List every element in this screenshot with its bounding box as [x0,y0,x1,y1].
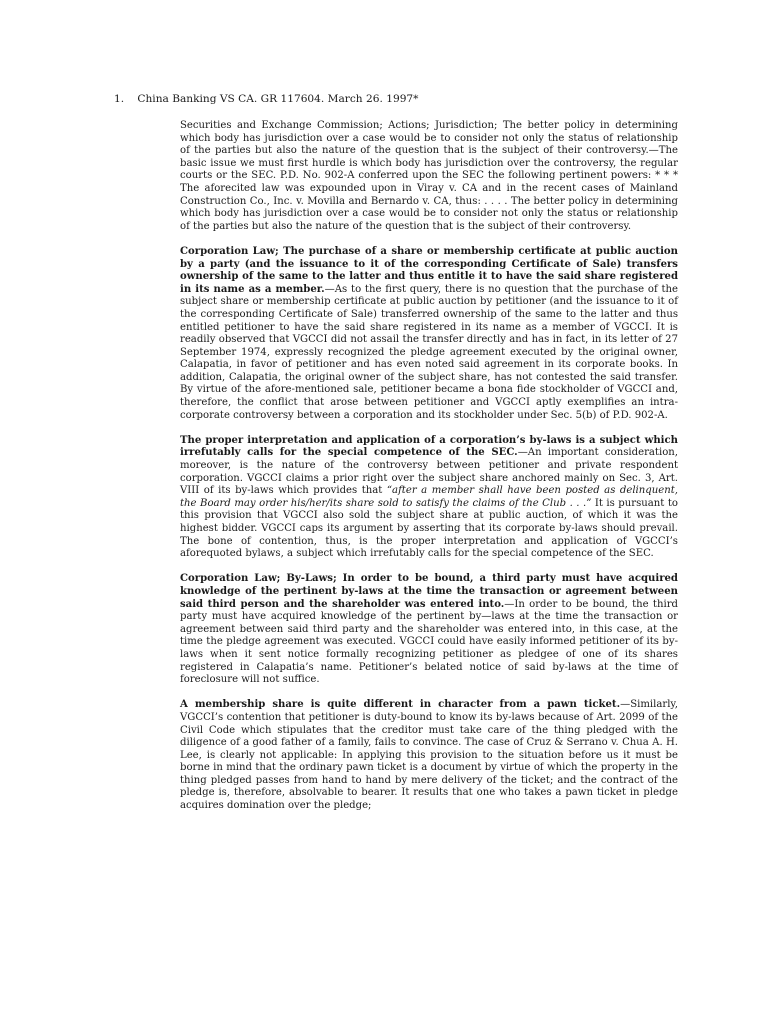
case-title: China Banking VS CA. GR 117604. March 26. 1997* [137,93,419,105]
paragraph-text: —An important consideration, moreover, is the nature of the controversy between petitioner and private respondent corporation. VGCCI claims a prior right over the subject share anchored mainly on Sec. 3, Art. VIII of its by-laws which provides that [180,447,678,497]
paragraph [180,573,678,686]
paragraph-text: —In order to be bound, the third party must have acquired knowledge of the pertinent by—laws at the time the transaction or agreement between said third party and the shareholder was entered into, in this case, at the time the pledge agreement was executed. VGCCI could have easily informed petitioner of its by-laws when it sent notice formally recognizing petitioner as pledgee of one of its shares registered in Calapatia’s name. Petitioner’s belated notice of said by-laws at the time of foreclosure will not suffice. [180,598,678,686]
case-heading [114,92,418,106]
paragraph-text: It is pursuant to this provision that VGCCI also sold the subject share at public auction, of which it was the highest bidder. VGCCI caps its argument by asserting that its corporate by-laws should prevail. The bone of contention, thus, is the proper interpretation and application of VGCCI’s aforequoted bylaws, a subject which irrefutably calls for the special competence of the SEC. [180,497,678,560]
paragraph-headnote: Corporation Law; By-Laws; In order to be bound, a third party must have acquired knowledge of the pertinent by-laws at the time the transaction or agreement between said third person and the shareholder was entered into. [180,573,678,610]
paragraph-text: —As to the first query, there is no question that the purchase of the subject share or membership certificate at public auction by petitioner (and the issuance to it of the corresponding Certificate of Sale) transferred ownership of the same to the latter and thus entitled petitioner to have the said share registered in its name as a member of VGCCI. It is readily observed that VGCCI did not assail the transfer directly and has in fact, in its letter of 27 September 1974, expressly recognized the pledge agreement executed by the original owner, Calapatia, in favor of petitioner and has even noted said agreement in its corporate books. In addition, Calapatia, the original owner of the subject share, has not contested the said transfer. By virtue of the afore-mentioned sale, petitioner became a bona fide stockholder of VGCCI and, therefore, the conflict that arose between petitioner and VGCCI aptly exemplifies an intra-corporate controversy between a corporation and its stockholder under Sec. 5(b) of P.D. 902-A. [180,283,678,421]
quoted-bylaw: “after a member shall have been posted as delinquent, the Board may order his/her/its share sold to satisfy the claims of the Club . . .” [180,485,678,509]
paragraph [180,699,678,812]
paragraph-headnote: The proper interpretation and application of a corporation’s by-laws is a subject which irrefutably calls for the special competence of the SEC. [180,434,678,459]
paragraph-headnote: Corporation Law; The purchase of a share or membership certificate at public auction by a party (and the issuance to it of the corresponding Certificate of Sale) transfers ownership of the same to the latter and thus entitle it to have the said share registered in its name as a member. [180,245,678,295]
paragraph-text: Securities and Exchange Commission; Actions; Jurisdiction; The better policy in determining which body has jurisdiction over a case would be to consider not only the status of relationship of the parties but also the nature of the question that is the subject of their controversy.—The basic issue we must first hurdle is which body has jurisdiction over the controversy, the regular courts or the SEC. P.D. No. 902-A conferred upon the SEC the following pertinent powers: * * * The aforecited law was expounded upon in Viray v. CA and in the recent cases of Mainland Construction Co., Inc. v. Movilla and Bernardo v. CA, thus: . . . . The better policy in determining which body has jurisdiction over a case would be to consider not only the status or relationship of the parties but also the nature of the question that is the subject of their controversy. [180,120,678,232]
paragraph-headnote: A membership share is quite different in character from a pawn ticket. [180,699,621,711]
item-number: 1. [114,93,125,105]
paragraph [180,246,678,422]
paragraph [180,435,678,561]
paragraph-text: —Similarly, VGCCI’s contention that petitioner is duty-bound to know its by-laws because of Art. 2099 of the Civil Code which stipulates that the creditor must take care of the thing pledged with the diligence of a good father of a family, fails to convince. The case of Cruz & Serrano v. Chua A. H. Lee, is clearly not applicable: In applying this provision to the situation before us it must be borne in mind that the ordinary pawn ticket is a document by virtue of which the property in the thing pledged passes from hand to hand by mere delivery of the ticket; and the contract of the pledge is, therefore, absolvable to bearer. It results that one who takes a pawn ticket in pledge acquires domination over the pledge; [180,699,678,812]
body-column [180,120,678,825]
paragraph [180,120,678,233]
